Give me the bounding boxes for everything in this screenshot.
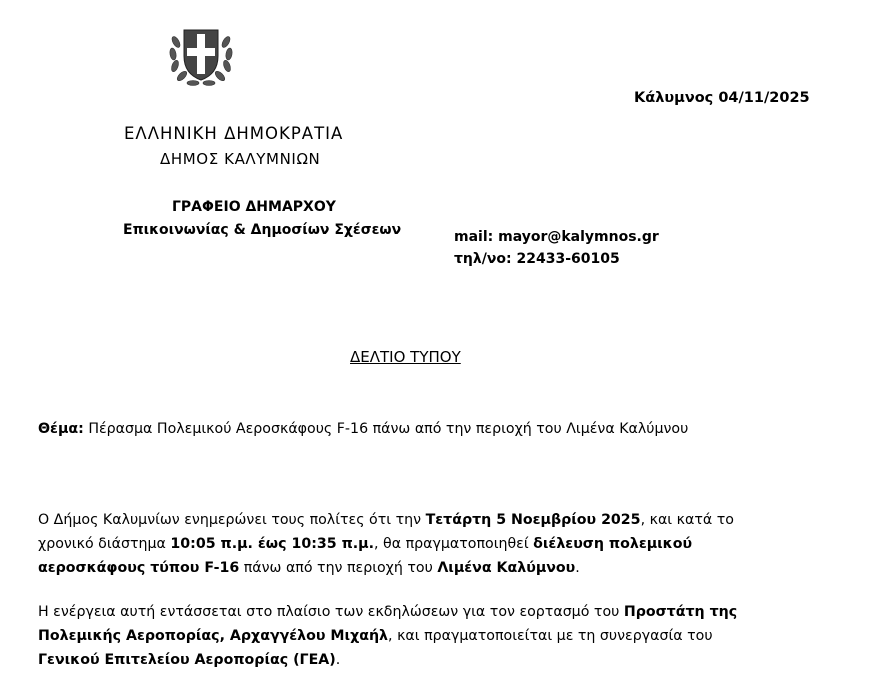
org-name-republic: ΕΛΛΗΝΙΚΗ ΔΗΜΟΚΡΑΤΙΑ [124,124,344,143]
document-date: Κάλυμνος 04/11/2025 [634,90,810,106]
p1-text-1: Ο Δήμος Καλυμνίων ενημερώνει τους πολίτες ότι την [38,512,426,528]
paragraph-1-line-1 [38,508,838,532]
subject-text: Πέρασμα Πολεμικού Αεροσκάφους F-16 πάνω από την περιοχή του Λιμένα Καλύμνου [83,421,689,437]
paragraph-1-line-2 [38,532,838,556]
p1-bold-port: Λιμένα Καλύμνου [437,560,576,576]
p2-bold-archangel: Πολεμικής Αεροπορίας, Αρχαγγέλου Μιχαήλ [38,628,389,644]
paragraph-2-line-2 [38,624,838,648]
p1-bold-flyover: διέλευση πολεμικού [533,536,693,552]
contact-mail: mail: mayor@kalymnos.gr [454,229,659,245]
p1-bold-date: Τετάρτη 5 Νοεμβρίου 2025 [425,512,641,528]
p1-bold-aircraft: αεροσκάφους τύπου F-16 [38,560,240,576]
subject-line [38,421,688,437]
p2-text-1: Η ενέργεια αυτή εντάσσεται στο πλαίσιο των εκδηλώσεων για τον εορτασμό του [38,604,624,620]
document-title: ΔΕΛΤΙΟ ΤΥΠΟΥ [350,348,461,366]
p2-text-3: . [335,652,341,668]
paragraph-2-line-3 [38,648,838,672]
p1-text-2: , και κατά το [640,512,734,528]
paragraph-2 [38,600,838,672]
p2-bold-gea: Γενικού Επιτελείου Αεροπορίας (ΓΕΑ) [38,652,336,668]
paragraph-1-line-3 [38,556,838,580]
p1-bold-time: 10:05 π.μ. έως 10:35 π.μ. [170,536,375,552]
paragraph-1 [38,508,838,580]
office-name: ΓΡΑΦΕΙΟ ΔΗΜΑΡΧΟΥ [172,199,336,215]
p1-text-6: . [575,560,580,576]
p2-text-2: , και πραγματοποιείται με τη συνεργασία του [388,628,713,644]
contact-phone: τηλ/νο: 22433-60105 [454,251,620,267]
greek-coat-of-arms-icon [166,22,236,88]
paragraph-2-line-1 [38,600,838,624]
p1-text-4: , θα πραγματοποιηθεί [374,536,534,552]
p1-text-5: πάνω από την περιοχή του [239,560,438,576]
subject-label: Θέμα: [38,421,84,437]
office-department: Επικοινωνίας & Δημοσίων Σχέσεων [123,222,402,238]
p1-text-3: χρονικό διάστημα [38,536,171,552]
org-name-municipality: ΔΗΜΟΣ ΚΑΛΥΜΝΙΩΝ [160,150,321,168]
p2-bold-patron: Προστάτη της [623,604,738,620]
